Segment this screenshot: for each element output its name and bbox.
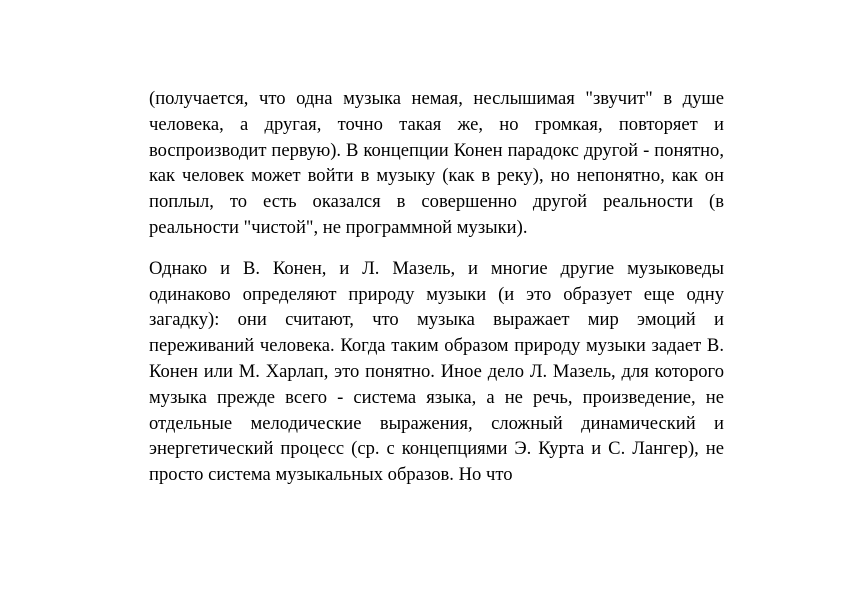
- text-body: [149, 86, 724, 488]
- paragraph-2: Однако и В. Конен, и Л. Мазель, и многие другие музыковеды одинаково определяют природу музыки (и это образует еще одну загадку): они считают, что музыка выражает мир эмоций и переживаний человека. Когда таким образом природу музыки задает В. Конен или М. Харлап, это понятно. Иное дело Л. Мазель, для которого музыка прежде всего - система языка, а не речь, произведение, не отдельные мелодические выражения, сложный динамический и энергетический процесс (ср. с концепциями Э. Курта и С. Лангер), не просто система музыкальных образов. Но что: [149, 257, 724, 486]
- paragraph-1: (получается, что одна музыка немая, неслышимая "звучит" в душе человека, а другая, точно такая же, но громкая, повторяет и воспроизводит первую). В концепции Конен парадокс другой - понятно, как человек может войти в музыку (как в реку), но непонятно, как он поплыл, то есть оказался в совершенно другой реальности (в реальности "чистой", не программной музыки).: [149, 88, 724, 238]
